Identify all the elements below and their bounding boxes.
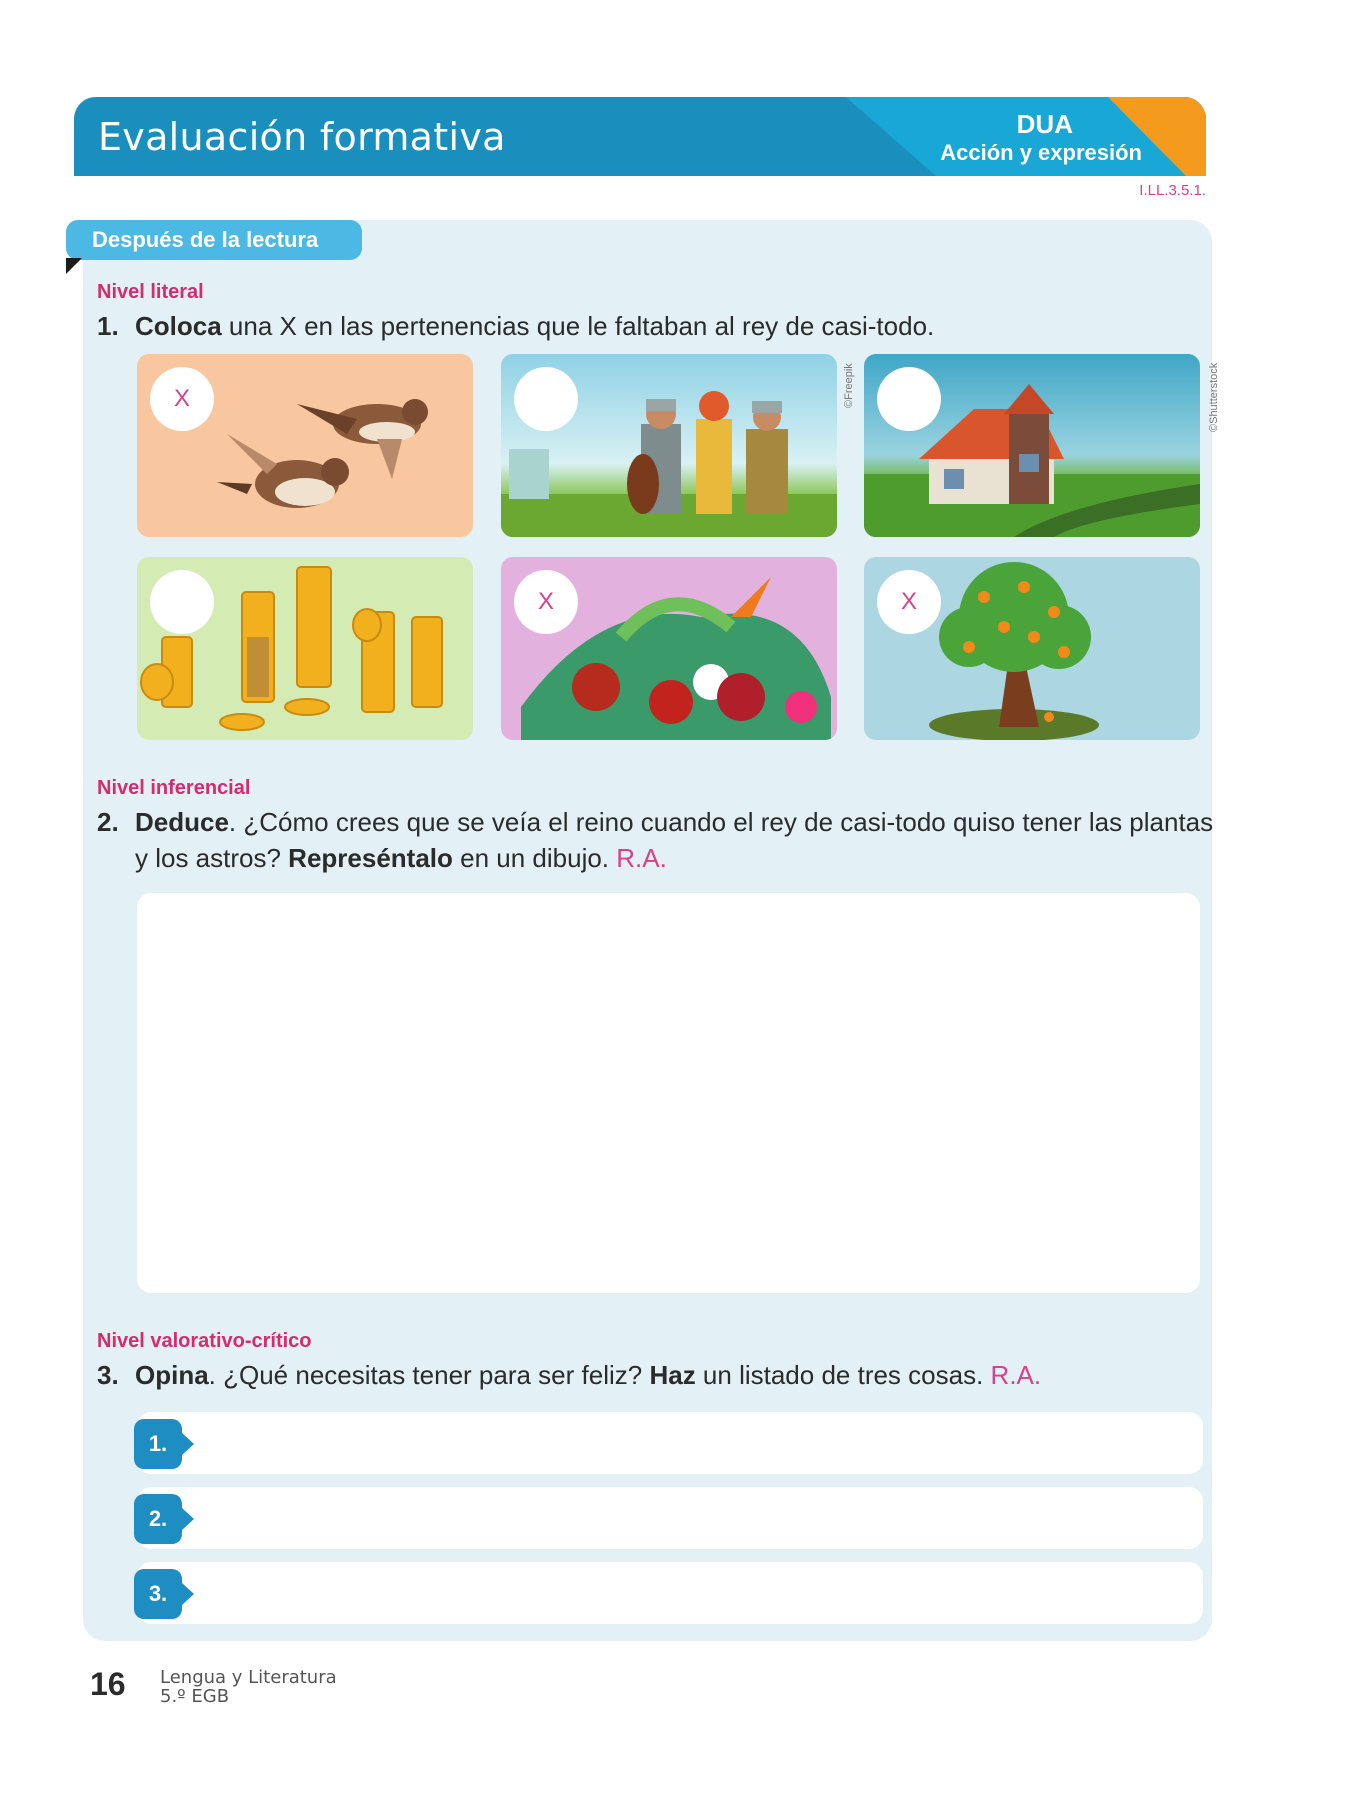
answer-circle[interactable]: X bbox=[514, 570, 578, 634]
answer-circle[interactable] bbox=[150, 570, 214, 634]
drawing-area[interactable] bbox=[137, 893, 1200, 1293]
dua-subtitle: Acción y expresión bbox=[940, 140, 1142, 165]
list-number: 2. bbox=[134, 1494, 182, 1544]
credit-freepik: ©Freepik bbox=[843, 363, 855, 408]
level-critical: Nivel valorativo-crítico bbox=[97, 1330, 312, 1352]
question-number: 2. bbox=[97, 807, 119, 837]
question-verb: Represéntalo bbox=[288, 843, 453, 873]
credit-shutterstock: ©Shutterstock bbox=[1208, 362, 1220, 432]
section-tab: Después de la lectura bbox=[66, 220, 362, 260]
question-verb: Haz bbox=[649, 1360, 696, 1390]
answer-circle[interactable]: X bbox=[150, 367, 214, 431]
question-verb: Coloca bbox=[135, 311, 222, 341]
answer-line-3[interactable] bbox=[137, 1562, 1203, 1624]
page-number: 16 bbox=[90, 1666, 126, 1702]
answer-note: R.A. bbox=[616, 843, 667, 873]
question-text: en un dibujo. bbox=[452, 843, 610, 873]
question-verb: Opina bbox=[135, 1360, 209, 1390]
subject-name: Lengua y Literatura bbox=[160, 1667, 337, 1688]
header-banner bbox=[74, 97, 1206, 176]
image-birds bbox=[137, 354, 473, 537]
question-1 bbox=[97, 308, 934, 344]
level-literal: Nivel literal bbox=[97, 281, 204, 303]
dua-title: DUA bbox=[1016, 109, 1073, 139]
answer-circle[interactable] bbox=[514, 367, 578, 431]
question-number: 3. bbox=[97, 1360, 119, 1390]
list-number: 1. bbox=[134, 1419, 182, 1469]
image-soldiers bbox=[501, 354, 837, 537]
level-inferential: Nivel inferencial bbox=[97, 777, 251, 799]
answer-note: R.A. bbox=[990, 1360, 1042, 1390]
question-text: un listado de tres cosas. bbox=[695, 1360, 984, 1390]
question-text: y los astros? bbox=[135, 843, 289, 873]
question-verb: Deduce bbox=[135, 807, 229, 837]
answer-circle[interactable]: X bbox=[877, 570, 941, 634]
question-text: . ¿Qué necesitas tener para ser feliz? bbox=[208, 1360, 650, 1390]
answer-line-2[interactable] bbox=[137, 1487, 1203, 1549]
list-number: 3. bbox=[134, 1569, 182, 1619]
footer-subject bbox=[160, 1668, 337, 1706]
image-coins bbox=[137, 557, 473, 740]
image-flowers bbox=[501, 557, 837, 740]
answer-circle[interactable] bbox=[877, 367, 941, 431]
question-text: . ¿Cómo crees que se veía el reino cuando el rey de casi-todo quiso tener las plantas bbox=[228, 807, 1214, 837]
tab-corner bbox=[66, 258, 82, 274]
image-orange-tree bbox=[864, 557, 1200, 740]
grade-label: 5.º EGB bbox=[160, 1686, 230, 1707]
image-house bbox=[864, 354, 1200, 537]
question-number: 1. bbox=[97, 311, 119, 341]
question-2 bbox=[97, 804, 1213, 876]
page-title: Evaluación formativa bbox=[98, 115, 506, 159]
answer-line-1[interactable] bbox=[137, 1412, 1203, 1474]
indicator-code: I.LL.3.5.1. bbox=[1139, 182, 1206, 199]
question-text: una X en las pertenencias que le faltaban al rey de casi-todo. bbox=[221, 311, 935, 341]
question-3 bbox=[97, 1357, 1041, 1393]
